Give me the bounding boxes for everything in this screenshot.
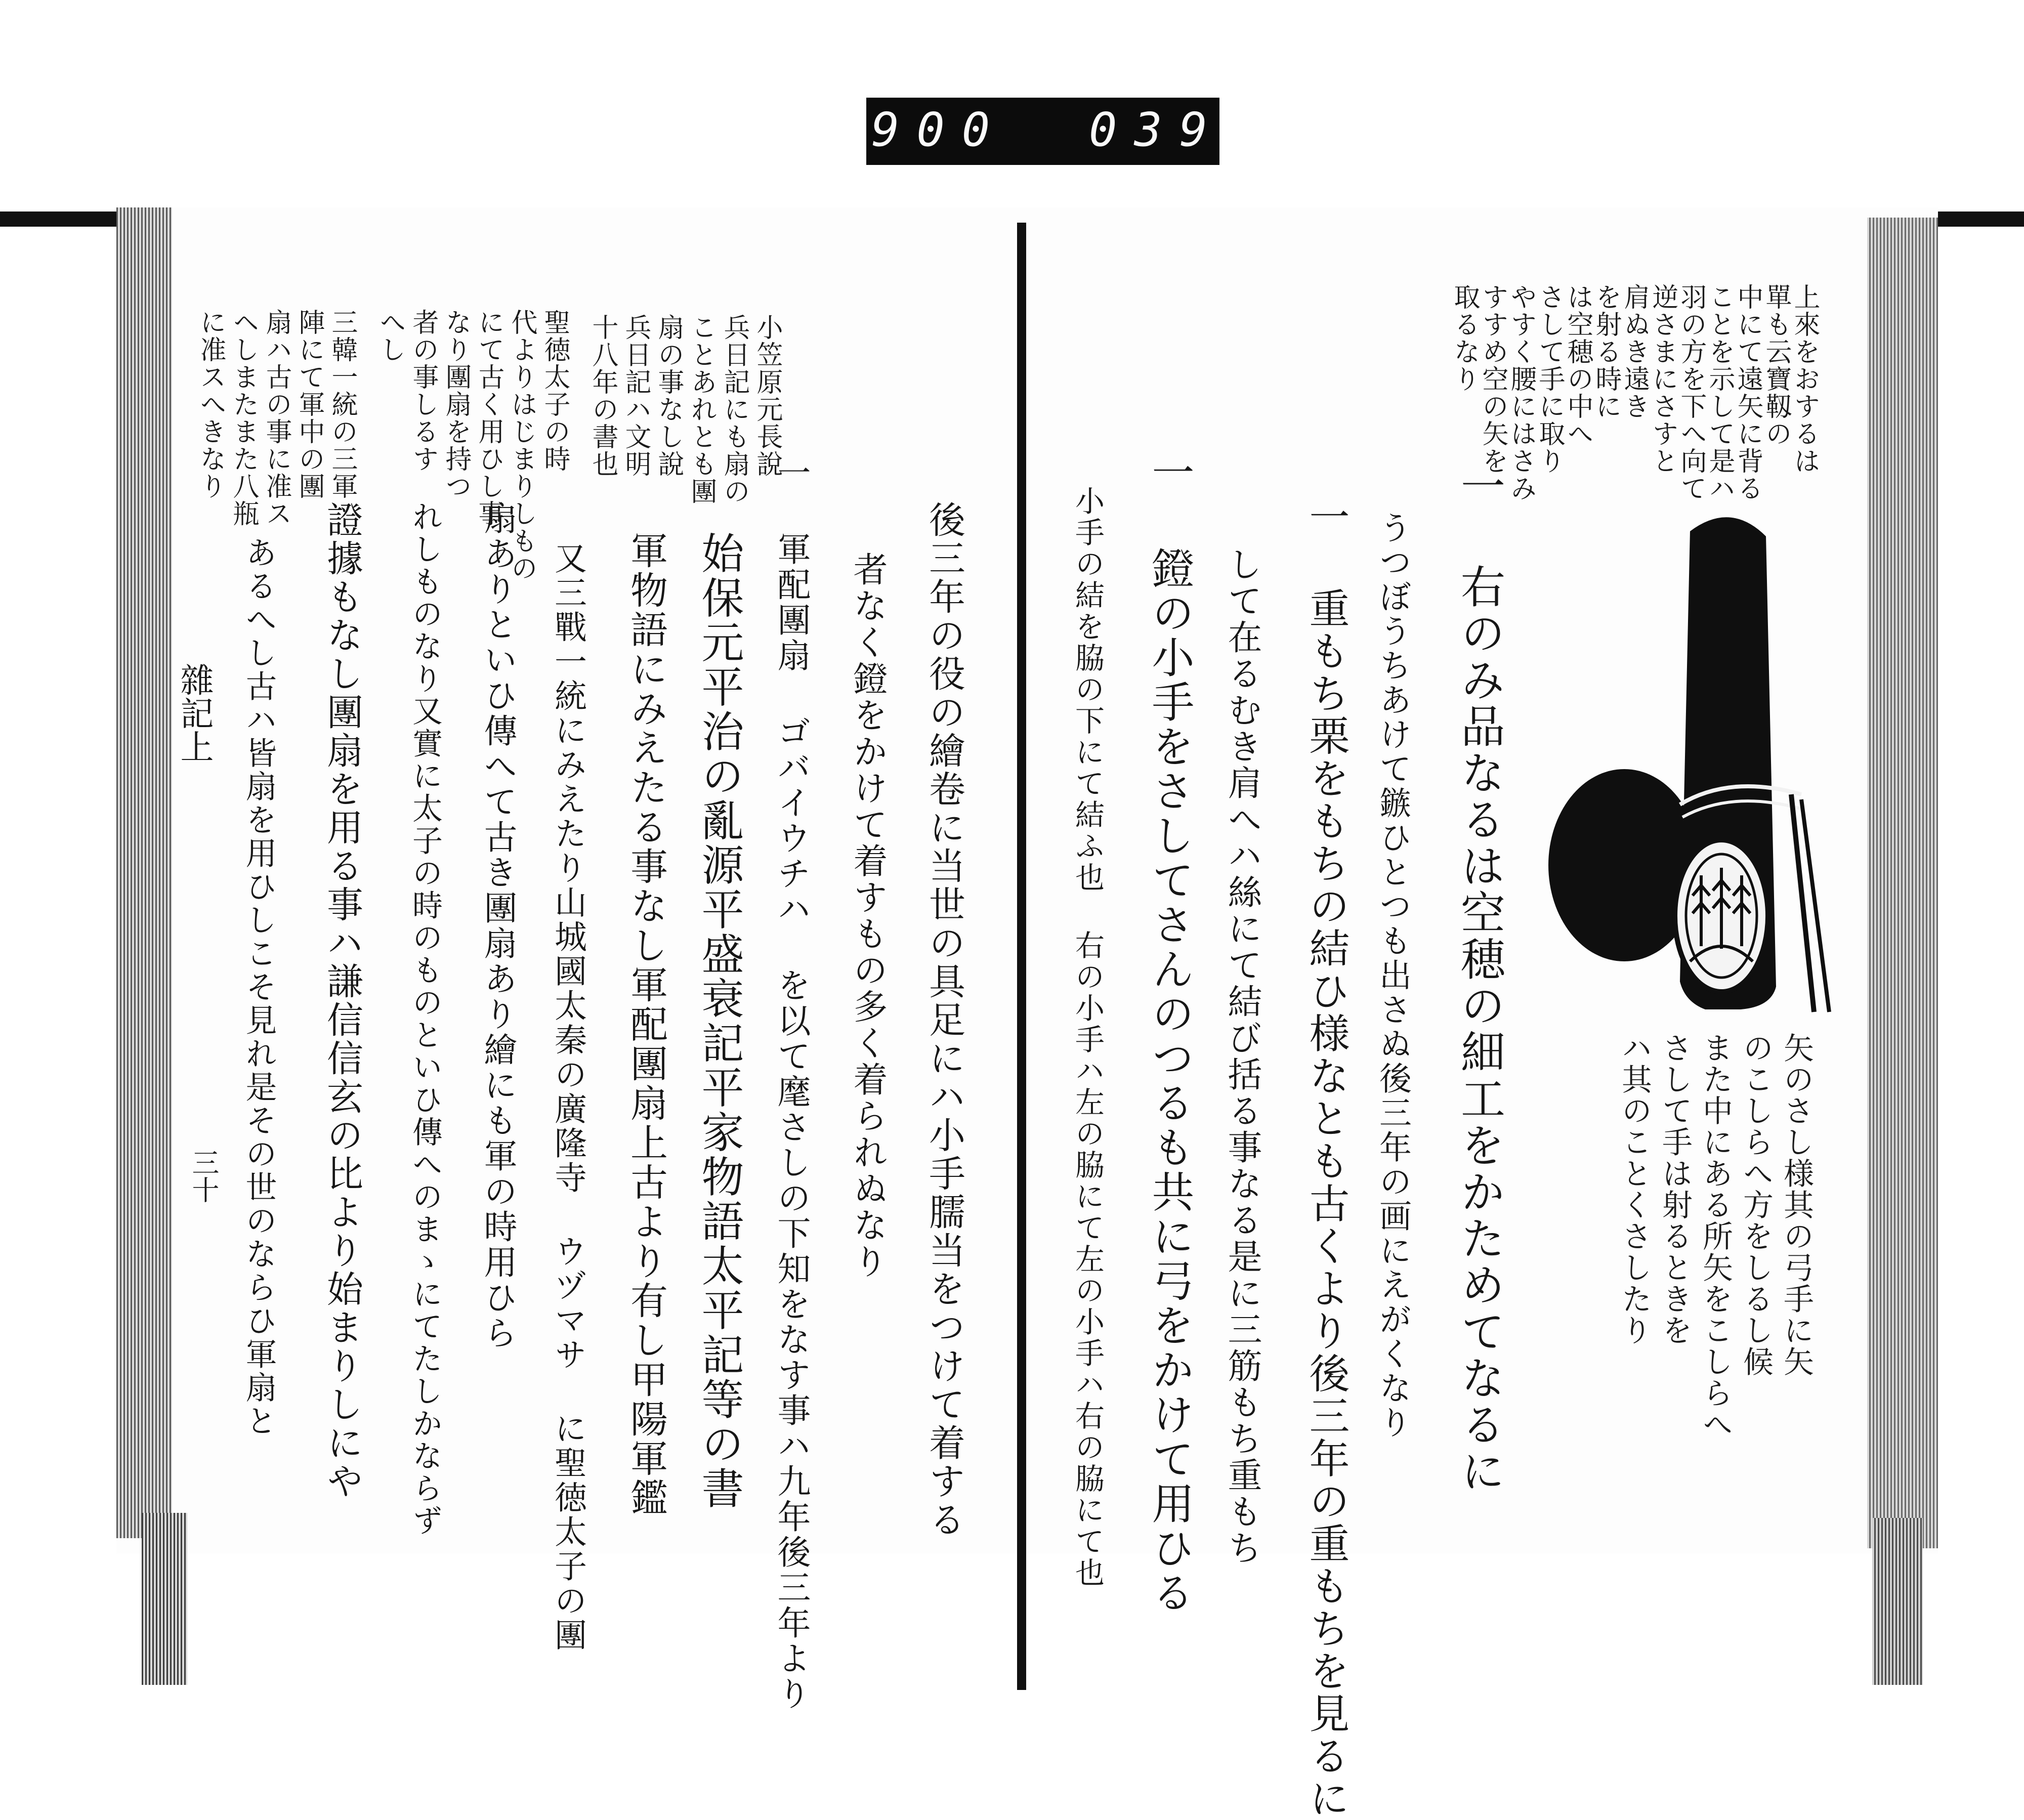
left-body-line: 證據もなし團扇を用る事ハ謙信信玄の比より始まりしにや xyxy=(321,501,363,1501)
left-body-line: 者なく鐙をかけて着すもの多く着られぬなり xyxy=(848,552,888,1280)
left-note-line: ことあれとも團 xyxy=(686,314,716,505)
right-body-line: うつぼうちあけて鏃ひとつも出さぬ後三年の画にえがくなり xyxy=(1374,511,1411,1440)
page-stack-left-foot xyxy=(142,1513,187,1685)
left-body-line: れしものなり又實に太子の時のものといひ傳へのまゝにてたしかならず xyxy=(407,501,443,1537)
left-body-line: 一 軍配團扇 ゴバイウチハ を以て麾さしの下知をなす事ハ九年後三年より xyxy=(772,455,811,1712)
catalog-number-b: 039 xyxy=(1089,103,1225,157)
right-caption-line: 矢のさし様其の弓手に矢 xyxy=(1779,1032,1814,1377)
right-note-line: 中にて遠矢に背る xyxy=(1733,283,1763,502)
folio-number: 三十 xyxy=(188,1149,220,1203)
right-caption-line: ハ其のことくさしたり xyxy=(1617,1032,1652,1346)
right-note-line: 單も云寶靱の xyxy=(1761,283,1791,447)
page-stack-right xyxy=(1867,218,1938,1548)
right-note-line: さして手に取り xyxy=(1534,283,1565,475)
left-note-line: 十八年の書也 xyxy=(587,314,618,478)
left-note-line: 者の事しるす xyxy=(408,309,438,473)
right-note-line: すすめ空の矢を xyxy=(1478,283,1508,475)
right-caption-line: また中にある所矢をこしらへ xyxy=(1698,1032,1733,1440)
right-note-line: 取るなり xyxy=(1449,283,1480,393)
left-note-line: 三韓一統の三軍 xyxy=(327,309,357,500)
left-body-line: あるへし古ハ皆扇を用ひしこそ見れ是その世のならひ軍扇と xyxy=(240,536,277,1438)
right-note-line: 羽の方を下へ向て xyxy=(1676,283,1706,502)
left-note-line: なり團扇を持つ xyxy=(441,309,471,500)
left-body-line: 後三年の役の繪卷に当世の具足にハ小手臑当をつけて着する xyxy=(923,501,965,1539)
right-note-line: 上來をおするは xyxy=(1789,283,1820,475)
right-note-line: ことを示して是ハ xyxy=(1704,283,1735,502)
catalog-number-a: 900 xyxy=(871,103,1007,157)
right-body-line: 一 鐙の小手をさしてさんのつるも共に弓をかけて用ひる xyxy=(1145,450,1195,1615)
section-title: 雜記上 xyxy=(175,663,214,763)
right-body-line: 小手の結を脇の下にて結ふ也 右の小手ハ左の脇にて左の小手ハ右の脇にて也 xyxy=(1070,486,1105,1589)
right-note-line: 肩ぬき遠き xyxy=(1619,283,1650,420)
left-note-line: 兵日記にも扇の xyxy=(719,314,749,505)
right-body-line: 一 重もち栗をもちの結ひ様なとも古くより後三年の重もちを見るに xyxy=(1302,496,1350,1820)
left-note-line: 小笠原元長說 xyxy=(752,314,782,478)
left-note-line: ヘしまたまた八瓶 xyxy=(228,309,259,527)
left-note-line: に准スへきなり xyxy=(195,309,226,500)
right-body-line: して在るむき肩へハ絲にて結び括る事なる是に三筋もち重もち xyxy=(1222,546,1262,1567)
left-note-line: へし xyxy=(375,309,405,363)
right-caption-line: のこしらへ方をしるし候 xyxy=(1738,1032,1774,1377)
quiver-tassel xyxy=(1791,794,1814,1012)
right-note-line: 逆さまにさすと xyxy=(1648,283,1678,475)
left-note-line: にて古く用ひし事 xyxy=(474,309,504,527)
page-stack-right-foot xyxy=(1872,1518,1923,1685)
right-body-line: 一 右のみ品なるは空穂の細工をかためてなるに xyxy=(1454,463,1506,1495)
catalog-label xyxy=(866,98,1225,165)
left-body-line: 扇ありといひ傳へて古き團扇あり繪にも軍の時用ひら xyxy=(478,501,517,1351)
page-stack-left xyxy=(116,207,172,1538)
right-note-line: を射る時に xyxy=(1591,283,1621,420)
book-gutter xyxy=(1017,223,1026,1690)
right-caption-line: さして手は射るときを xyxy=(1657,1032,1693,1346)
left-note-line: 聖徳太子の時 xyxy=(539,309,570,473)
left-note-line: 扇ハ古の事に准ス xyxy=(261,309,291,527)
quiver-illustration xyxy=(1538,491,1852,1022)
left-note-line: 扇の事なし說 xyxy=(653,314,684,478)
left-body-line: 軍物語にみえたる事なし軍配團扇上古より有し甲陽軍鑑 xyxy=(624,531,668,1518)
right-note-line: やすく腰にはさみ xyxy=(1506,283,1536,502)
left-note-line: 陣にて軍中の團 xyxy=(294,309,324,500)
left-body-line: 又三戰一統にみえたり山城國太秦の廣隆寺 ウヅマサ に聖徳太子の團 xyxy=(549,541,586,1653)
left-body-line: 始保元平治の亂源平盛衰記平家物語太平記等の書 xyxy=(695,531,744,1511)
left-note-line: 兵日記ハ文明 xyxy=(620,314,651,478)
quiver-tassel xyxy=(1801,799,1829,1012)
right-note-line: は空穂の中へ xyxy=(1563,283,1593,447)
left-note-line: 代よりはじまりしもの xyxy=(507,309,537,582)
